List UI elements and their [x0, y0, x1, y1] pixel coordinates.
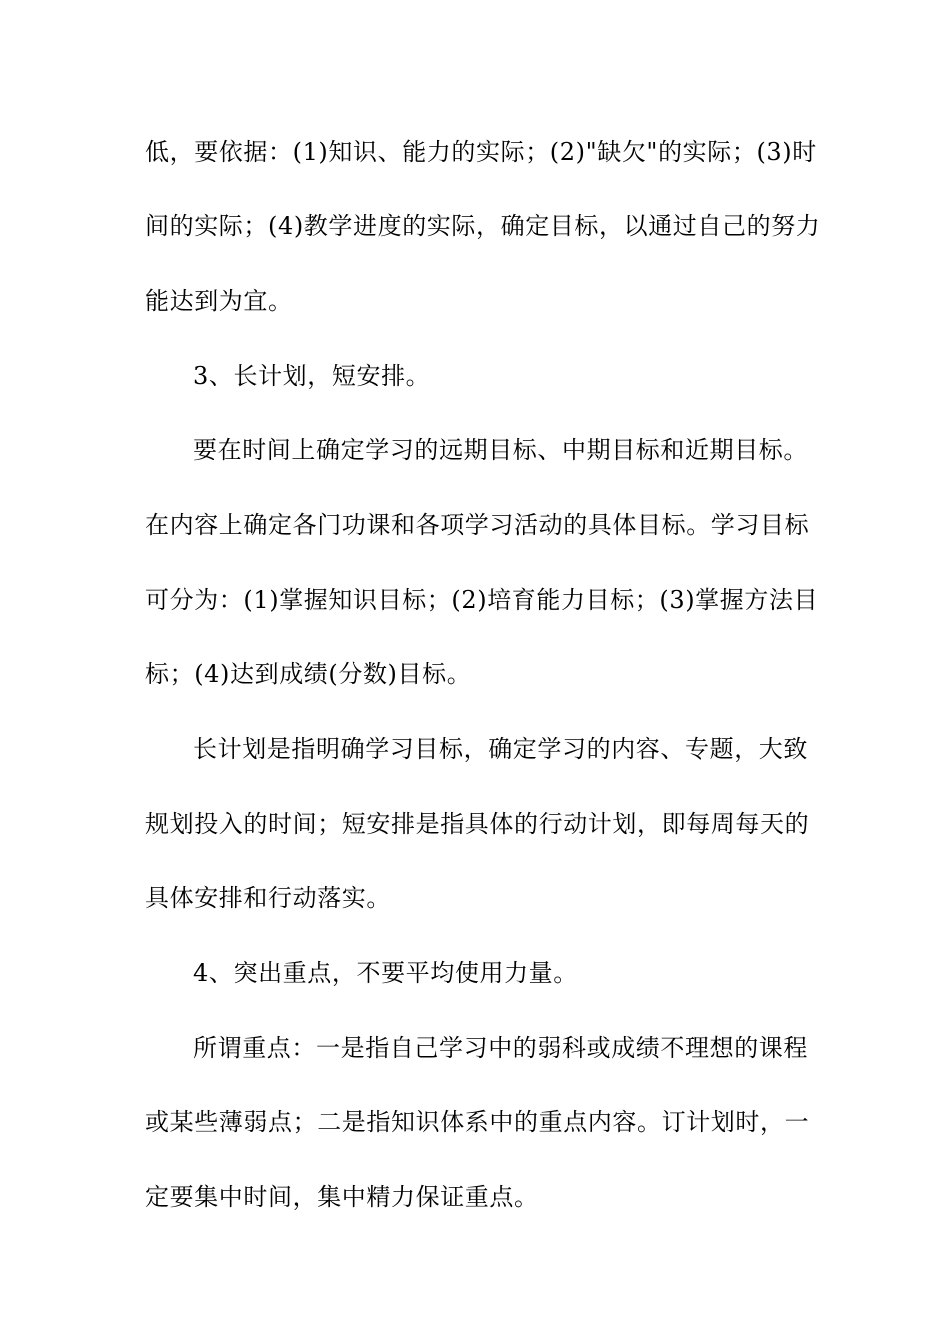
text-line: 长计划是指明确学习目标，确定学习的内容、专题，大致	[193, 735, 808, 763]
text-line: 所谓重点：一是指自己学习中的弱科或成绩不理想的课程	[193, 1034, 808, 1062]
text-line: 要在时间上确定学习的远期目标、中期目标和近期目标。	[193, 436, 808, 464]
text-line: 规划投入的时间；短安排是指具体的行动计划，即每周每天的	[145, 810, 810, 838]
text-line: 低，要依据：(1)知识、能力的实际；(2)"缺欠"的实际；(3)时	[145, 138, 817, 166]
text-line: 定要集中时间，集中精力保证重点。	[145, 1183, 539, 1211]
section-heading: 4、突出重点，不要平均使用力量。	[193, 959, 578, 987]
text-line: 标；(4)达到成绩(分数)目标。	[145, 660, 472, 688]
text-line: 间的实际；(4)教学进度的实际，确定目标，以通过自己的努力	[145, 212, 821, 240]
text-line: 具体安排和行动落实。	[145, 884, 391, 912]
text-line: 能达到为宜。	[145, 287, 293, 315]
section-heading: 3、长计划，短安排。	[193, 362, 431, 390]
text-line: 或某些薄弱点；二是指知识体系中的重点内容。订计划时，一	[145, 1108, 810, 1136]
text-line: 可分为：(1)掌握知识目标；(2)培育能力目标；(3)掌握方法目	[145, 586, 819, 614]
text-line: 在内容上确定各门功课和各项学习活动的具体目标。学习目标	[145, 511, 810, 539]
